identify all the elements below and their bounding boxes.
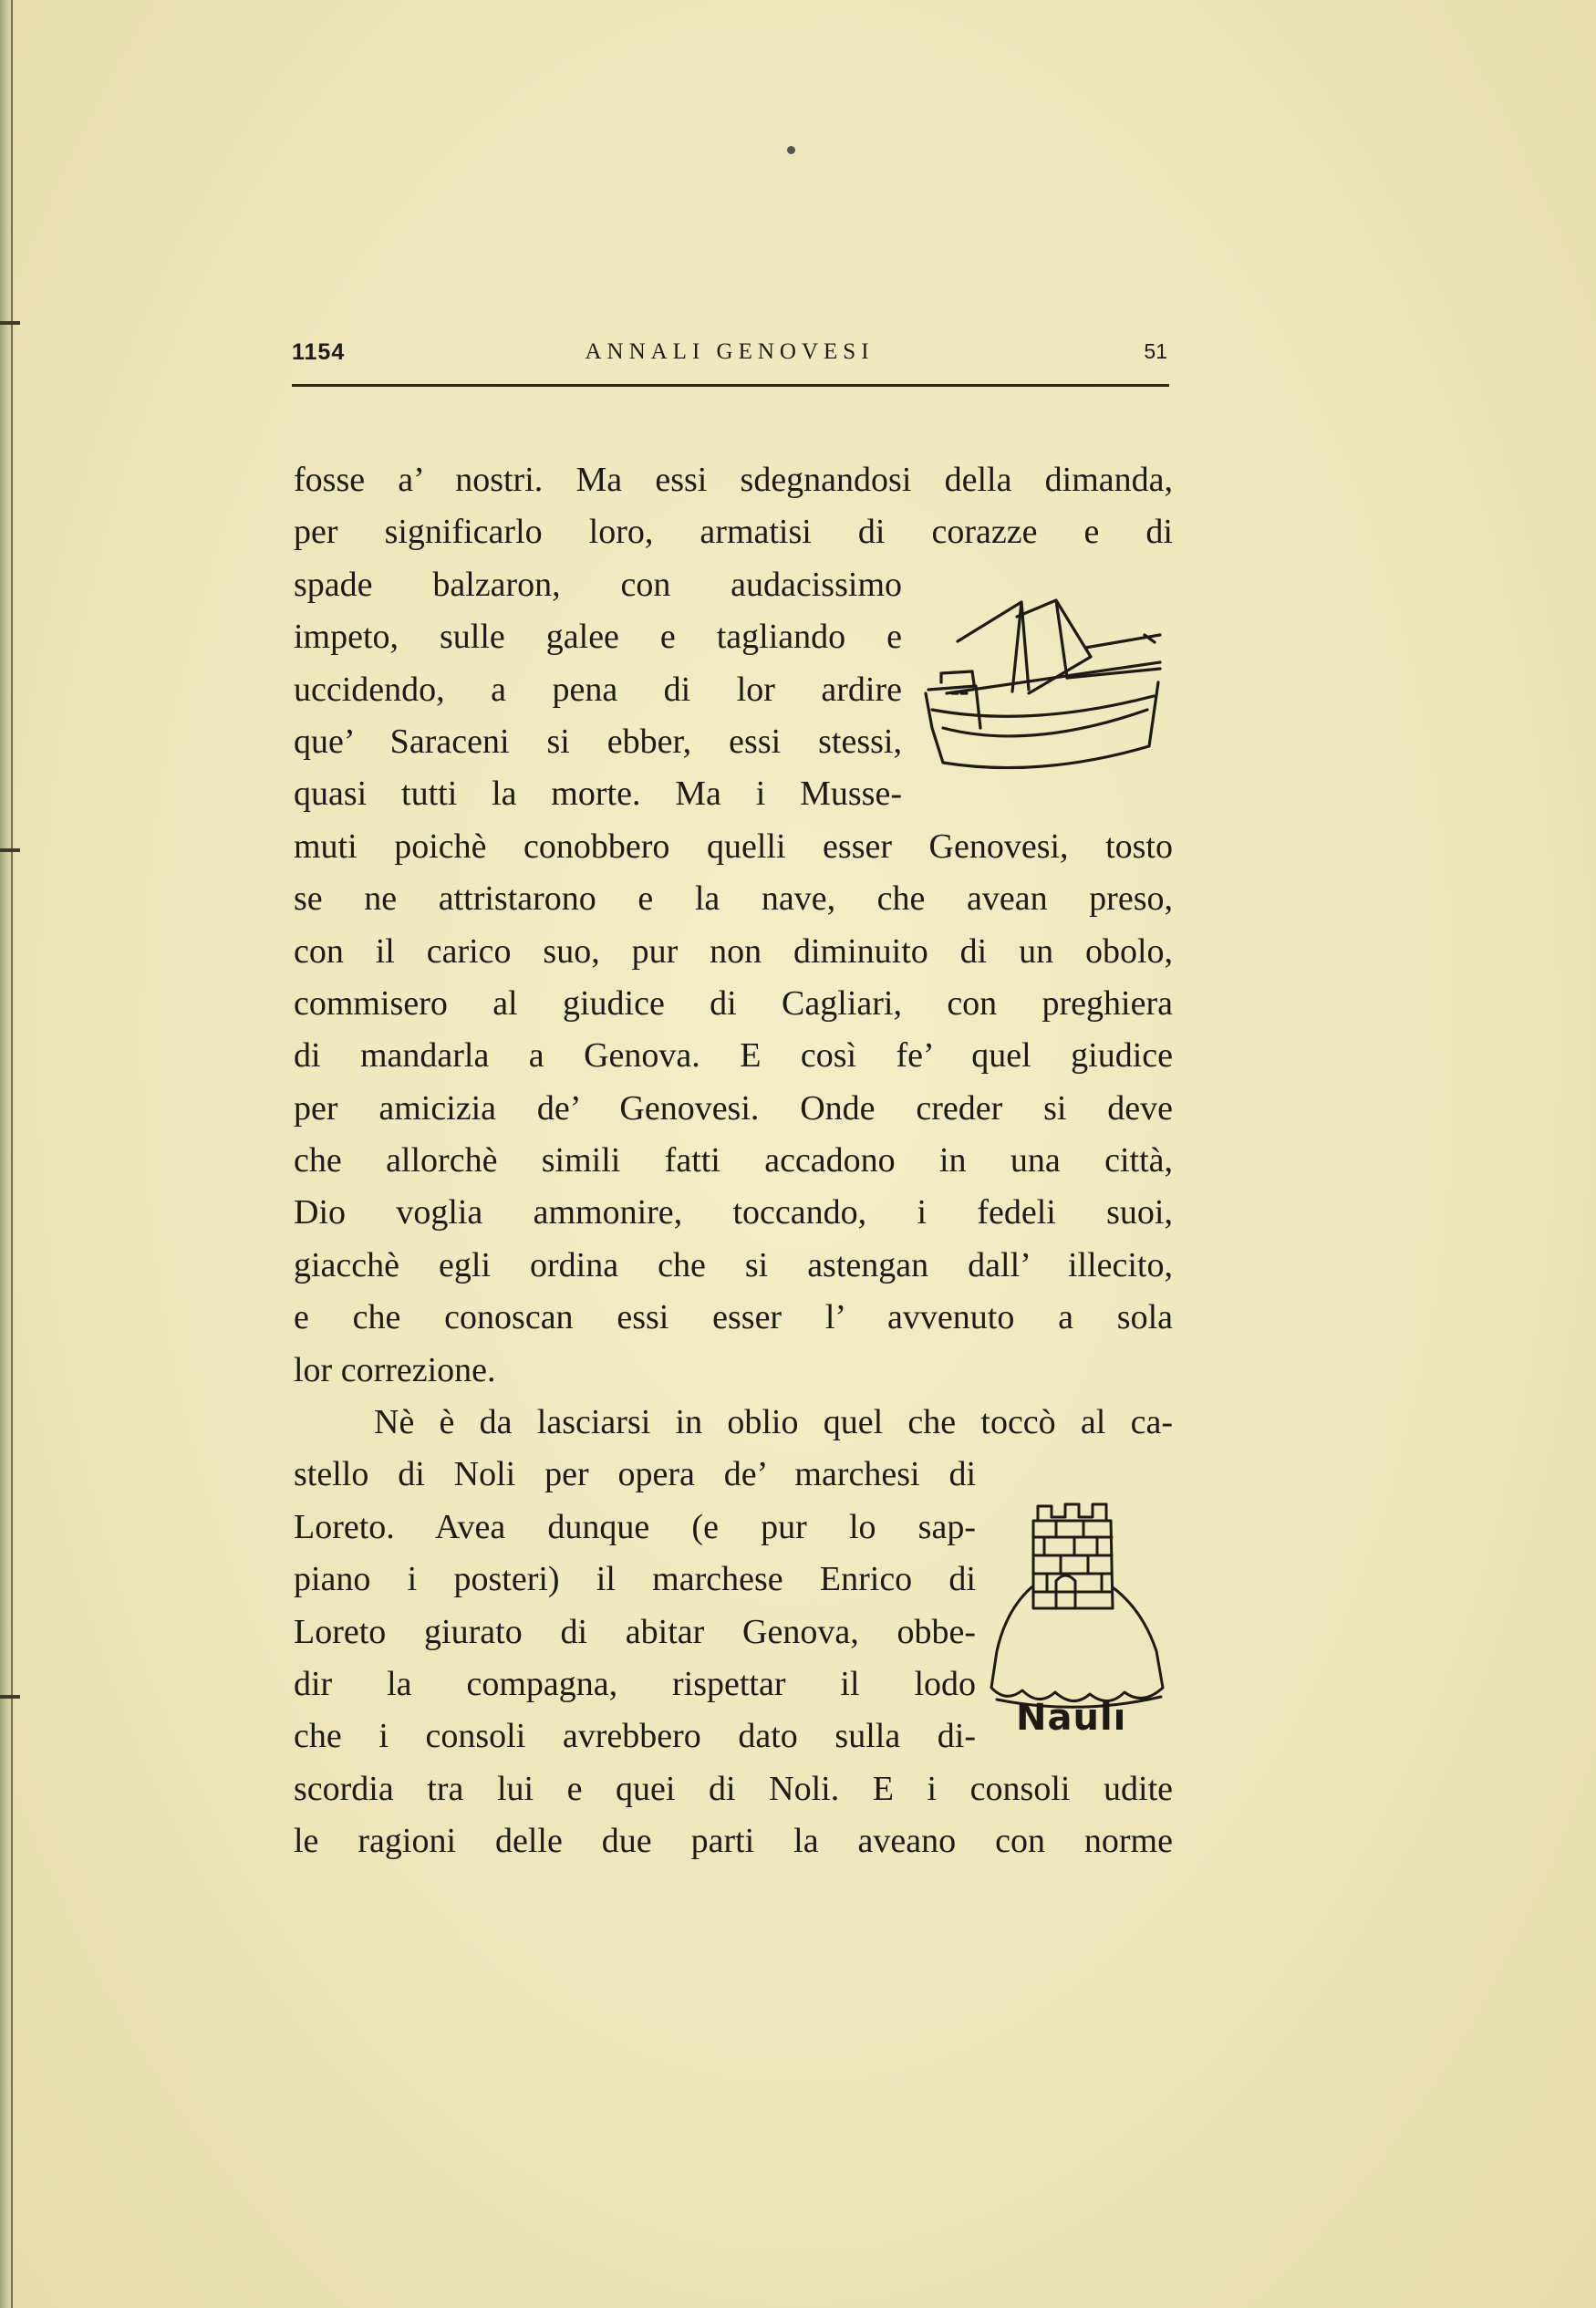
running-head <box>292 339 1167 376</box>
text-line: spade balzaron, con audacissimo <box>294 565 902 604</box>
text-line: le ragioni delle due parti la aveano con norme <box>294 1822 1173 1861</box>
text-line: commisero al giudice di Cagliari, con preghiera <box>294 983 1173 1023</box>
text-line: dir la compagna, rispettar il lodo <box>294 1664 976 1703</box>
text-line: Nè è da lasciarsi in oblio quel che toccò al ca- <box>374 1403 1173 1442</box>
text-line: uccidendo, a pena di lor ardire <box>294 670 902 709</box>
binding-stitch <box>0 321 20 325</box>
binding-stitch <box>0 848 20 852</box>
text-line: che i consoli avrebbero dato sulla di- <box>294 1717 976 1756</box>
page-number: 51 <box>1144 339 1167 363</box>
text-line: lor correzione. <box>294 1350 496 1389</box>
text-line: che allorchè simili fatti accadono in una città, <box>294 1141 1173 1180</box>
text-line: se ne attristarono e la nave, che avean preso, <box>294 879 1173 919</box>
tower-caption: Naulı <box>1016 1697 1127 1739</box>
text-line: que’ Saraceni si ebber, essi stessi, <box>294 722 902 761</box>
header-rule <box>292 384 1169 387</box>
text-line: per amicizia de’ Genovesi. Onde creder si deve <box>294 1088 1173 1128</box>
text-line: con il carico suo, pur non diminuito di un obolo, <box>294 931 1173 971</box>
text-line: scordia tra lui e quei di Noli. E i consoli udite <box>294 1769 1173 1808</box>
binding-line <box>11 0 13 2308</box>
ink-dot <box>787 146 795 154</box>
text-line: piano i posteri) il marchese Enrico di <box>294 1560 976 1599</box>
text-line: fosse a’ nostri. Ma essi sdegnandosi della dimanda, <box>294 461 1173 499</box>
running-head-title: ANNALI GENOVESI <box>585 339 875 364</box>
text-line: stello di Noli per opera de’ marchesi di <box>294 1455 976 1494</box>
text-line: muti poichè conobbero quelli esser Genovesi, tosto <box>294 827 1173 866</box>
text-line: giacchè egli ordina che si astengan dall’ illecito, <box>294 1245 1173 1284</box>
running-head-year: 1154 <box>292 339 346 365</box>
text-line: di mandarla a Genova. E così fe’ quel giudice <box>294 1036 1173 1076</box>
ship-sketch <box>921 591 1167 785</box>
text-line: e che conoscan essi esser l’ avvenuto a sola <box>294 1298 1173 1337</box>
text-line: impeto, sulle galee e tagliando e <box>294 618 902 657</box>
text-line: quasi tutti la morte. Ma i Musse- <box>294 775 902 814</box>
binding-stitch <box>0 1695 20 1699</box>
text-line: per significarlo loro, armatisi di corazze e di <box>294 513 1173 552</box>
text-line: Dio voglia ammonire, toccando, i fedeli suoi, <box>294 1193 1173 1232</box>
text-line: Loreto giurato di abitar Genova, obbe- <box>294 1612 976 1651</box>
text-line: Loreto. Avea dunque (e pur lo sap- <box>294 1507 976 1546</box>
